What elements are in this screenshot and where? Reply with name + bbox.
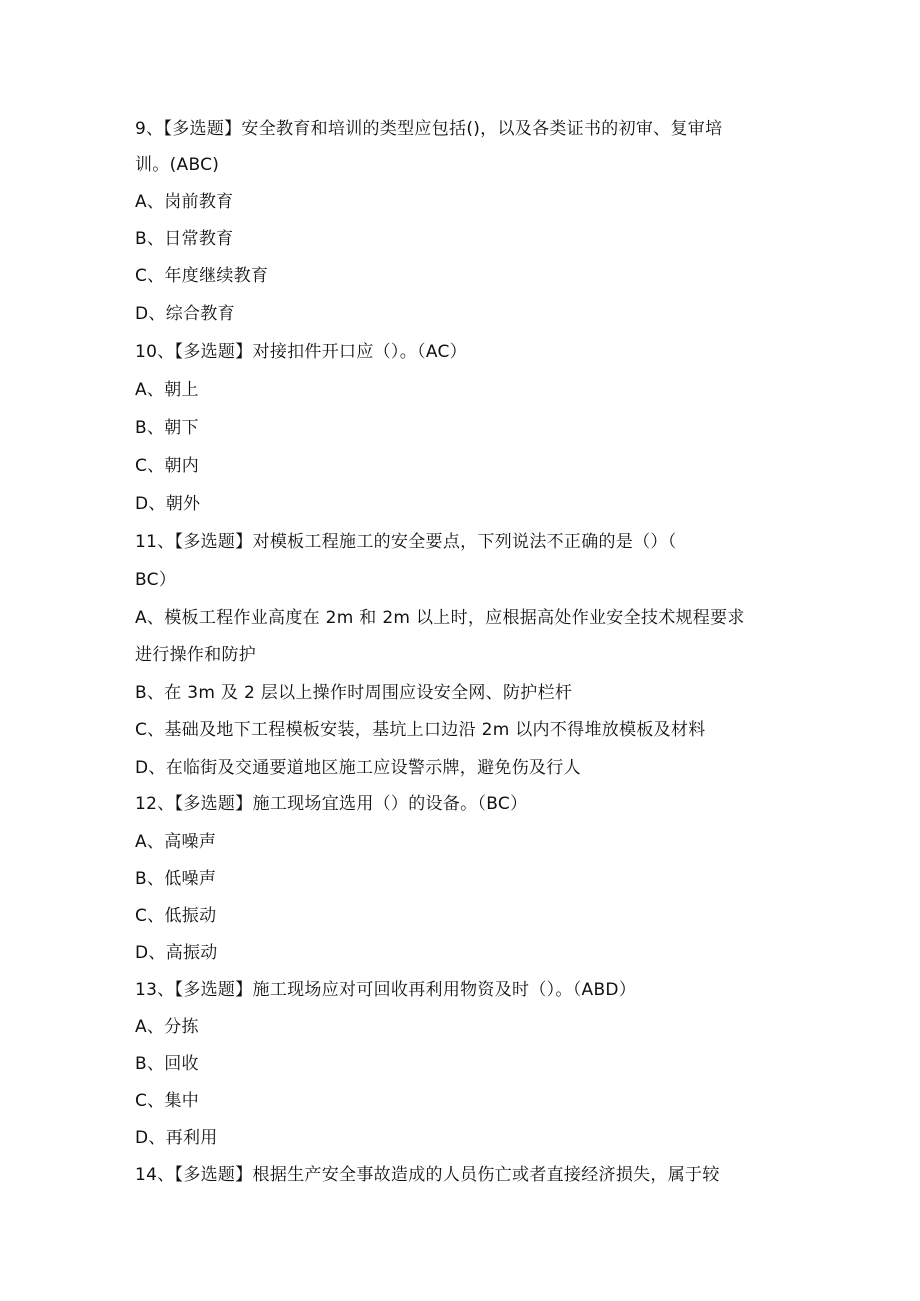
- question-12: 12、【多选题】施工现场宜选用（）的设备。（BC）: [135, 794, 528, 814]
- option-a-line-2: 进行操作和防护: [135, 645, 257, 665]
- option-a: A、岗前教育: [135, 192, 234, 212]
- option-c: C、基础及地下工程模板安装，基坑上口边沿 2m 以内不得堆放模板及材料: [135, 720, 706, 740]
- option-d: D、再利用: [135, 1128, 218, 1148]
- option-d: D、高振动: [135, 943, 218, 963]
- option-b: B、低噪声: [135, 869, 217, 889]
- option-a: A、分拣: [135, 1017, 199, 1037]
- option-d: D、综合教育: [135, 304, 235, 324]
- option-c: C、低振动: [135, 906, 217, 926]
- option-a-line-1: A、模板工程作业高度在 2m 和 2m 以上时，应根据高处作业安全技术规程要求: [135, 608, 745, 628]
- question-11-line-1: 11、【多选题】对模板工程施工的安全要点，下列说法不正确的是（）（: [135, 532, 677, 552]
- question-14-line-1: 14、【多选题】根据生产安全事故造成的人员伤亡或者直接经济损失，属于较: [135, 1165, 720, 1185]
- option-c: C、集中: [135, 1091, 200, 1111]
- question-13: 13、【多选题】施工现场应对可回收再利用物资及时（）。（ABD）: [135, 980, 637, 1000]
- option-d: D、朝外: [135, 494, 201, 514]
- option-b: B、在 3m 及 2 层以上操作时周围应设安全网、防护栏杆: [135, 683, 573, 703]
- question-9-line-2: 训。(ABC): [135, 155, 220, 175]
- option-c: C、朝内: [135, 456, 200, 476]
- question-10: 10、【多选题】对接扣件开口应（）。（AC）: [135, 342, 467, 362]
- option-b: B、朝下: [135, 418, 199, 438]
- option-b: B、回收: [135, 1054, 199, 1074]
- option-a: A、朝上: [135, 380, 199, 400]
- option-b: B、日常教育: [135, 229, 234, 249]
- option-d: D、在临街及交通要道地区施工应设警示牌，避免伤及行人: [135, 758, 581, 778]
- option-a: A、高噪声: [135, 832, 217, 852]
- option-c: C、年度继续教育: [135, 266, 269, 286]
- question-11-line-2: BC）: [135, 570, 177, 590]
- question-9-line-1: 9、【多选题】安全教育和培训的类型应包括()，以及各类证书的初审、复审培: [135, 119, 723, 139]
